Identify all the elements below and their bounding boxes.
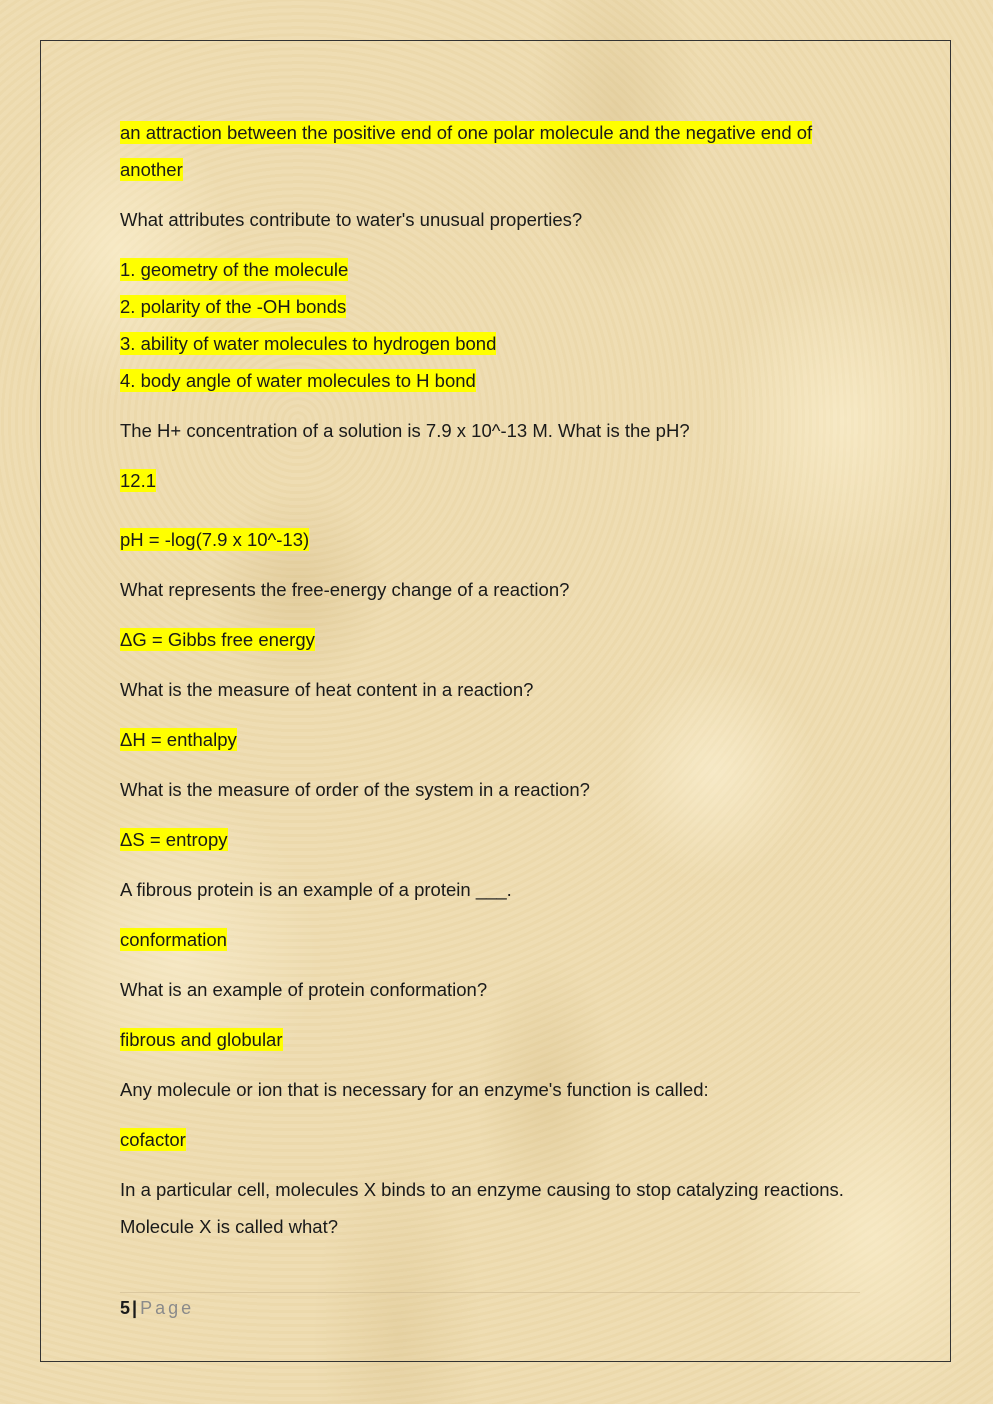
question-conformation: What is an example of protein conformation? — [120, 979, 488, 1000]
footer-divider — [120, 1292, 860, 1293]
answer-order: ΔS = entropy — [120, 829, 228, 850]
answer-ph: 12.1 — [120, 470, 157, 491]
footer-separator: | — [132, 1298, 138, 1318]
list-item: 3. ability of water molecules to hydrogen bond — [120, 333, 497, 354]
list-item: 1. geometry of the molecule — [120, 259, 349, 280]
document-body — [120, 114, 860, 1258]
answer-fibrous: conformation — [120, 929, 227, 950]
question-free-energy: What represents the free-energy change of a reaction? — [120, 579, 570, 600]
answer-dipole: an attraction between the positive end of one polar molecule and the negative end of another — [120, 122, 813, 180]
answer-heat: ΔH = enthalpy — [120, 729, 237, 750]
question-cofactor: Any molecule or ion that is necessary for an enzyme's function is called: — [120, 1079, 709, 1100]
answer-ph-formula: pH = -log(7.9 x 10^-13) — [120, 529, 310, 550]
list-item: 2. polarity of the -OH bonds — [120, 296, 347, 317]
question-water-properties: What attributes contribute to water's unusual properties? — [120, 209, 583, 230]
answer-free-energy: ΔG = Gibbs free energy — [120, 629, 315, 650]
answer-cofactor: cofactor — [120, 1129, 186, 1150]
question-molecule-x: In a particular cell, molecules X binds to an enzyme causing to stop catalyzing reactions. Molecule X is called what? — [120, 1179, 844, 1237]
page-footer — [120, 1296, 194, 1320]
question-fibrous: A fibrous protein is an example of a protein ___. — [120, 879, 512, 900]
page-number: 5 — [120, 1298, 131, 1318]
list-item: 4. body angle of water molecules to H bond — [120, 370, 476, 391]
question-ph: The H+ concentration of a solution is 7.9 x 10^-13 M. What is the pH? — [120, 420, 690, 441]
page-label: Page — [140, 1298, 195, 1318]
question-order: What is the measure of order of the system in a reaction? — [120, 779, 590, 800]
answer-conformation: fibrous and globular — [120, 1029, 283, 1050]
question-heat: What is the measure of heat content in a reaction? — [120, 679, 534, 700]
blank-line — [120, 499, 860, 521]
